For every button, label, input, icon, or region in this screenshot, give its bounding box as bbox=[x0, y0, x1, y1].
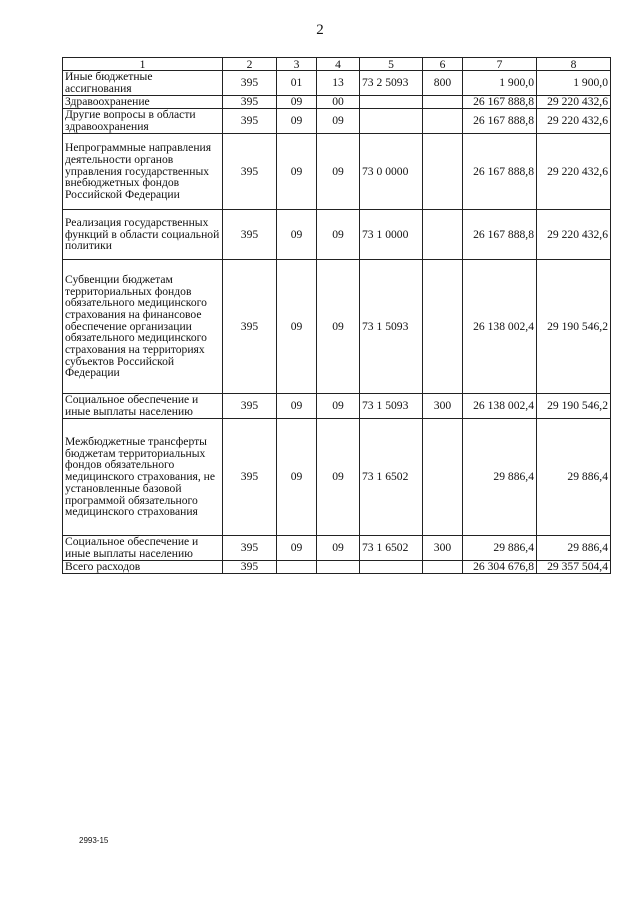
row-name: Всего расходов bbox=[63, 561, 223, 574]
row-name: Непрограммные направления деятельности органов управления государственных внебюджетных фондов Российской Федерации bbox=[63, 134, 223, 210]
row-rz: 09 bbox=[277, 96, 317, 109]
table-row bbox=[63, 536, 611, 561]
row-name: Здравоохранение bbox=[63, 96, 223, 109]
table-row bbox=[63, 134, 611, 210]
table-header-row bbox=[63, 58, 611, 71]
row-rz: 09 bbox=[277, 394, 317, 419]
page-number: 2 bbox=[316, 22, 324, 38]
row-pr: 09 bbox=[317, 536, 360, 561]
column-header: 3 bbox=[277, 58, 317, 71]
row-sum-1: 1 900,0 bbox=[463, 71, 537, 96]
row-vr: 300 bbox=[423, 394, 463, 419]
row-vr: 800 bbox=[423, 71, 463, 96]
row-pr: 09 bbox=[317, 134, 360, 210]
row-sum-2: 29 886,4 bbox=[537, 419, 611, 536]
table-row bbox=[63, 71, 611, 96]
row-name: Другие вопросы в области здравоохранения bbox=[63, 109, 223, 134]
row-csr: 73 1 6502 bbox=[360, 419, 423, 536]
row-ved: 395 bbox=[223, 96, 277, 109]
row-csr bbox=[360, 109, 423, 134]
row-csr: 73 1 6502 bbox=[360, 536, 423, 561]
row-name: Реализация государственных функций в области социальной политики bbox=[63, 210, 223, 260]
column-header: 4 bbox=[317, 58, 360, 71]
row-pr bbox=[317, 561, 360, 574]
row-pr: 09 bbox=[317, 394, 360, 419]
row-sum-1: 26 167 888,8 bbox=[463, 96, 537, 109]
row-sum-1: 26 167 888,8 bbox=[463, 109, 537, 134]
row-sum-1: 29 886,4 bbox=[463, 419, 537, 536]
row-csr: 73 0 0000 bbox=[360, 134, 423, 210]
document-code: 2993-15 bbox=[79, 836, 109, 845]
column-header: 8 bbox=[537, 58, 611, 71]
row-name: Социальное обеспечение и иные выплаты населению bbox=[63, 536, 223, 561]
row-name: Социальное обеспечение и иные выплаты населению bbox=[63, 394, 223, 419]
row-ved: 395 bbox=[223, 419, 277, 536]
row-ved: 395 bbox=[223, 210, 277, 260]
column-header: 7 bbox=[463, 58, 537, 71]
row-csr bbox=[360, 96, 423, 109]
row-rz: 01 bbox=[277, 71, 317, 96]
row-sum-2: 29 220 432,6 bbox=[537, 109, 611, 134]
row-vr bbox=[423, 96, 463, 109]
row-vr bbox=[423, 260, 463, 394]
row-rz: 09 bbox=[277, 536, 317, 561]
row-sum-1: 26 167 888,8 bbox=[463, 210, 537, 260]
row-csr: 73 2 5093 bbox=[360, 71, 423, 96]
row-pr: 13 bbox=[317, 71, 360, 96]
row-rz: 09 bbox=[277, 134, 317, 210]
row-csr bbox=[360, 561, 423, 574]
table-row bbox=[63, 210, 611, 260]
row-sum-2: 29 220 432,6 bbox=[537, 134, 611, 210]
row-pr: 09 bbox=[317, 109, 360, 134]
row-ved: 395 bbox=[223, 260, 277, 394]
row-sum-2: 1 900,0 bbox=[537, 71, 611, 96]
row-sum-2: 29 357 504,4 bbox=[537, 561, 611, 574]
row-sum-2: 29 220 432,6 bbox=[537, 96, 611, 109]
table-row bbox=[63, 96, 611, 109]
table-row bbox=[63, 394, 611, 419]
row-csr: 73 1 5093 bbox=[360, 260, 423, 394]
row-name: Межбюджетные трансферты бюджетам территориальных фондов обязательного медицинского страхования, не установленные базовой программой обязательного медицинского страхования bbox=[63, 419, 223, 536]
row-name: Субвенции бюджетам территориальных фондов обязательного медицинского страхования на финансовое обеспечение организации обязательного медицинского страхования на территориях субъектов Российской Федерации bbox=[63, 260, 223, 394]
row-vr bbox=[423, 561, 463, 574]
row-rz bbox=[277, 561, 317, 574]
column-header: 6 bbox=[423, 58, 463, 71]
row-sum-1: 26 304 676,8 bbox=[463, 561, 537, 574]
row-name: Иные бюджетные ассигнования bbox=[63, 71, 223, 96]
row-pr: 00 bbox=[317, 96, 360, 109]
row-vr bbox=[423, 134, 463, 210]
table-row bbox=[63, 419, 611, 536]
row-sum-2: 29 190 546,2 bbox=[537, 260, 611, 394]
row-vr bbox=[423, 210, 463, 260]
row-ved: 395 bbox=[223, 394, 277, 419]
row-pr: 09 bbox=[317, 210, 360, 260]
row-sum-2: 29 220 432,6 bbox=[537, 210, 611, 260]
table-row bbox=[63, 109, 611, 134]
row-rz: 09 bbox=[277, 210, 317, 260]
table-total-row bbox=[63, 561, 611, 574]
row-csr: 73 1 0000 bbox=[360, 210, 423, 260]
row-vr bbox=[423, 419, 463, 536]
row-rz: 09 bbox=[277, 109, 317, 134]
row-vr bbox=[423, 109, 463, 134]
row-pr: 09 bbox=[317, 260, 360, 394]
row-rz: 09 bbox=[277, 260, 317, 394]
row-rz: 09 bbox=[277, 419, 317, 536]
row-ved: 395 bbox=[223, 71, 277, 96]
row-ved: 395 bbox=[223, 109, 277, 134]
row-vr: 300 bbox=[423, 536, 463, 561]
row-sum-1: 26 167 888,8 bbox=[463, 134, 537, 210]
row-csr: 73 1 5093 bbox=[360, 394, 423, 419]
row-sum-2: 29 886,4 bbox=[537, 536, 611, 561]
row-sum-1: 26 138 002,4 bbox=[463, 394, 537, 419]
row-ved: 395 bbox=[223, 561, 277, 574]
column-header: 1 bbox=[63, 58, 223, 71]
row-sum-2: 29 190 546,2 bbox=[537, 394, 611, 419]
row-ved: 395 bbox=[223, 134, 277, 210]
budget-table bbox=[62, 57, 611, 574]
column-header: 2 bbox=[223, 58, 277, 71]
table-row bbox=[63, 260, 611, 394]
column-header: 5 bbox=[360, 58, 423, 71]
row-sum-1: 29 886,4 bbox=[463, 536, 537, 561]
row-sum-1: 26 138 002,4 bbox=[463, 260, 537, 394]
row-ved: 395 bbox=[223, 536, 277, 561]
row-pr: 09 bbox=[317, 419, 360, 536]
